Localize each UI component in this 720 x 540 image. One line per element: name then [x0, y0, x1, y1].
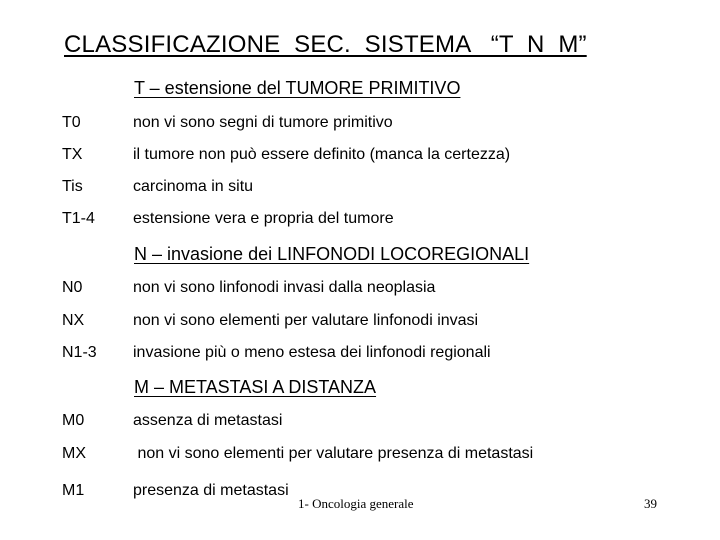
code-n0: N0 — [62, 279, 83, 296]
section-heading-n: N – invasione dei LINFONODI LOCOREGIONALI — [134, 244, 530, 264]
desc-n1-3: invasione più o meno estesa dei linfonodi regionali — [133, 344, 491, 361]
code-m1: M1 — [62, 482, 85, 499]
footer-text: 1- Oncologia generale — [298, 496, 414, 511]
section-heading-t: T – estensione del TUMORE PRIMITIVO — [134, 78, 461, 98]
section-heading-m: M – METASTASI A DISTANZA — [134, 377, 377, 397]
desc-t0: non vi sono segni di tumore primitivo — [133, 114, 393, 131]
code-t0: T0 — [62, 114, 81, 131]
code-tx: TX — [62, 146, 83, 163]
desc-tis: carcinoma in situ — [133, 178, 254, 195]
page-number: 39 — [644, 496, 657, 511]
code-n1-3: N1-3 — [62, 344, 97, 361]
desc-t1-4: estensione vera e propria del tumore — [133, 210, 394, 227]
code-nx: NX — [62, 312, 85, 329]
code-m0: M0 — [62, 412, 85, 429]
desc-mx: non vi sono elementi per valutare presenza di metastasi — [133, 445, 534, 462]
desc-m0: assenza di metastasi — [133, 412, 283, 429]
code-tis: Tis — [62, 178, 83, 195]
desc-nx: non vi sono elementi per valutare linfonodi invasi — [133, 312, 479, 329]
code-t1-4: T1-4 — [62, 210, 95, 227]
desc-m1: presenza di metastasi — [133, 482, 289, 499]
slide-title: CLASSIFICAZIONE SEC. SISTEMA “T N M” — [64, 31, 587, 58]
code-mx: MX — [62, 445, 86, 462]
desc-n0: non vi sono linfonodi invasi dalla neoplasia — [133, 279, 436, 296]
desc-tx: il tumore non può essere definito (manca la certezza) — [133, 146, 511, 163]
